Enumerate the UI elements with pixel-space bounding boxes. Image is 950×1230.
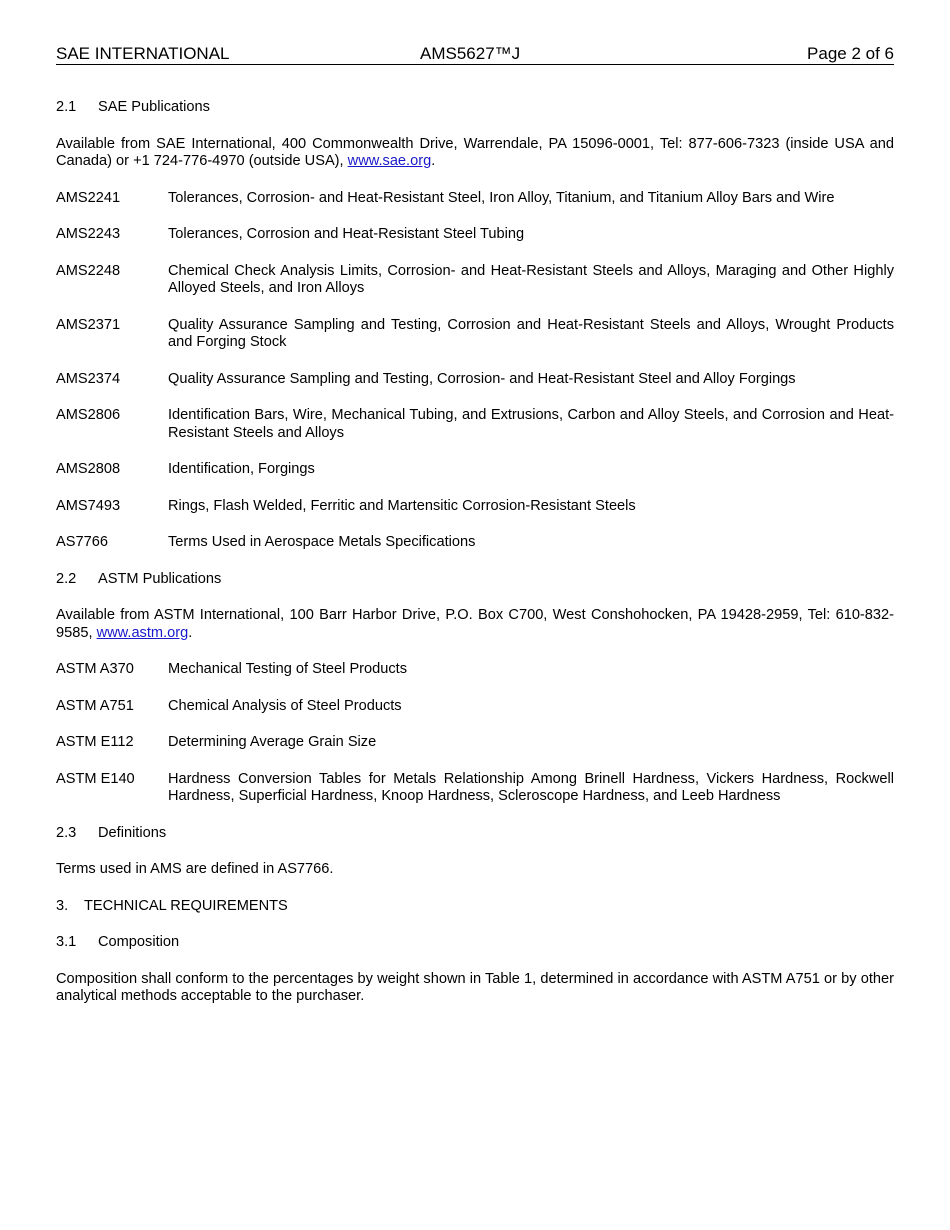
sae-website-link[interactable]: www.sae.org (347, 153, 432, 169)
reference-item (56, 498, 894, 516)
page-header (56, 44, 894, 65)
astm-availability-text: Available from ASTM International, 100 Barr Harbor Drive, P.O. Box C700, West Conshohocken, PA 19428-2959, Tel: 610-832-9585, (56, 607, 894, 641)
reference-code: AMS2808 (56, 461, 121, 477)
header-page-number: Page 2 of 6 (807, 44, 894, 63)
reference-title: Rings, Flash Welded, Ferritic and Martensitic Corrosion-Resistant Steels (168, 497, 636, 514)
composition-paragraph: Composition shall conform to the percentages by weight shown in Table 1, determined in accordance with ASTM A751 or by other analytical methods acceptable to the purchaser. (56, 970, 894, 1004)
reference-code: ASTM A751 (56, 697, 134, 714)
reference-item (56, 771, 894, 806)
reference-code: ASTM E112 (56, 734, 134, 750)
reference-item (56, 534, 894, 552)
section-number: 3. (56, 897, 69, 914)
reference-code: AMS2374 (56, 370, 121, 387)
astm-website-link[interactable]: www.astm.org (96, 624, 189, 641)
header-document-number: AMS5627™J (420, 44, 521, 63)
reference-code: AMS7493 (56, 497, 121, 514)
section-title: Definitions (98, 824, 167, 841)
reference-code: AMS2241 (56, 189, 121, 206)
reference-item (56, 190, 894, 208)
reference-title: Quality Assurance Sampling and Testing, Corrosion- and Heat-Resistant Steel and Alloy Forgings (168, 370, 796, 387)
section-title: ASTM Publications (98, 570, 222, 587)
reference-item (56, 407, 894, 442)
reference-code: AS7766 (56, 534, 108, 550)
section-title: SAE Publications (98, 99, 210, 115)
reference-title: Mechanical Testing of Steel Products (168, 661, 408, 677)
astm-availability-paragraph (56, 607, 894, 642)
reference-code: ASTM E140 (56, 770, 135, 787)
reference-code: AMS2248 (56, 262, 121, 279)
reference-item (56, 734, 894, 752)
reference-item (56, 661, 894, 679)
reference-item (56, 317, 894, 352)
reference-title: Identification Bars, Wire, Mechanical Tubing, and Extrusions, Carbon and Alloy Steels, and Corrosion and Heat-Resistant Steels and Alloys (168, 407, 894, 441)
section-number: 3.1 (56, 934, 77, 950)
reference-title: Determining Average Grain Size (168, 734, 377, 750)
section-heading-2-3 (56, 825, 894, 843)
section-heading-2-1 (56, 99, 894, 117)
section-number: 2.2 (56, 570, 77, 587)
reference-item (56, 371, 894, 389)
reference-title: Chemical Analysis of Steel Products (168, 697, 402, 714)
reference-title: Chemical Check Analysis Limits, Corrosion- and Heat-Resistant Steels and Alloys, Maraging and Other Highly Alloyed Steels, and Iron Alloys (168, 262, 894, 296)
sae-availability-trail: . (431, 153, 436, 169)
document-page (56, 44, 894, 1006)
reference-item (56, 461, 894, 479)
reference-code: AMS2806 (56, 407, 121, 423)
reference-title: Identification, Forgings (168, 461, 315, 477)
section-title: Composition (98, 934, 180, 950)
sae-availability-text: Available from SAE International, 400 Commonwealth Drive, Warrendale, PA 15096-0001, Tel: 877-606-7323 (inside USA and Canada) or +1 724-776-4970 (outside USA), (56, 135, 894, 169)
header-organization: SAE INTERNATIONAL (56, 44, 230, 63)
reference-code: AMS2371 (56, 316, 121, 333)
definitions-paragraph: Terms used in AMS are defined in AS7766. (56, 861, 334, 877)
reference-code: ASTM A370 (56, 661, 134, 677)
reference-title: Tolerances, Corrosion- and Heat-Resistant Steel, Iron Alloy, Titanium, and Titanium Alloy Bars and Wire (168, 189, 835, 206)
section-number: 2.1 (56, 99, 77, 115)
reference-title: Hardness Conversion Tables for Metals Relationship Among Brinell Hardness, Vickers Hardness, Rockwell Hardness, Superficial Hardness, Knoop Hardness, Scleroscope Hardness, and Leeb Hardness (168, 770, 894, 804)
reference-title: Quality Assurance Sampling and Testing, Corrosion and Heat-Resistant Steels and Alloys, Wrought Products and Forging Stock (168, 316, 894, 350)
reference-title: Tolerances, Corrosion and Heat-Resistant Steel Tubing (168, 226, 525, 242)
reference-title: Terms Used in Aerospace Metals Specifications (168, 534, 476, 550)
reference-item (56, 698, 894, 716)
astm-availability-trail: . (188, 624, 193, 641)
section-heading-3 (56, 898, 894, 916)
reference-item (56, 226, 894, 244)
section-number: 2.3 (56, 824, 77, 841)
section-title: TECHNICAL REQUIREMENTS (84, 897, 288, 914)
section-heading-2-2 (56, 571, 894, 589)
reference-code: AMS2243 (56, 226, 121, 242)
section-heading-3-1 (56, 934, 894, 952)
reference-item (56, 263, 894, 298)
sae-availability-paragraph (56, 136, 894, 171)
